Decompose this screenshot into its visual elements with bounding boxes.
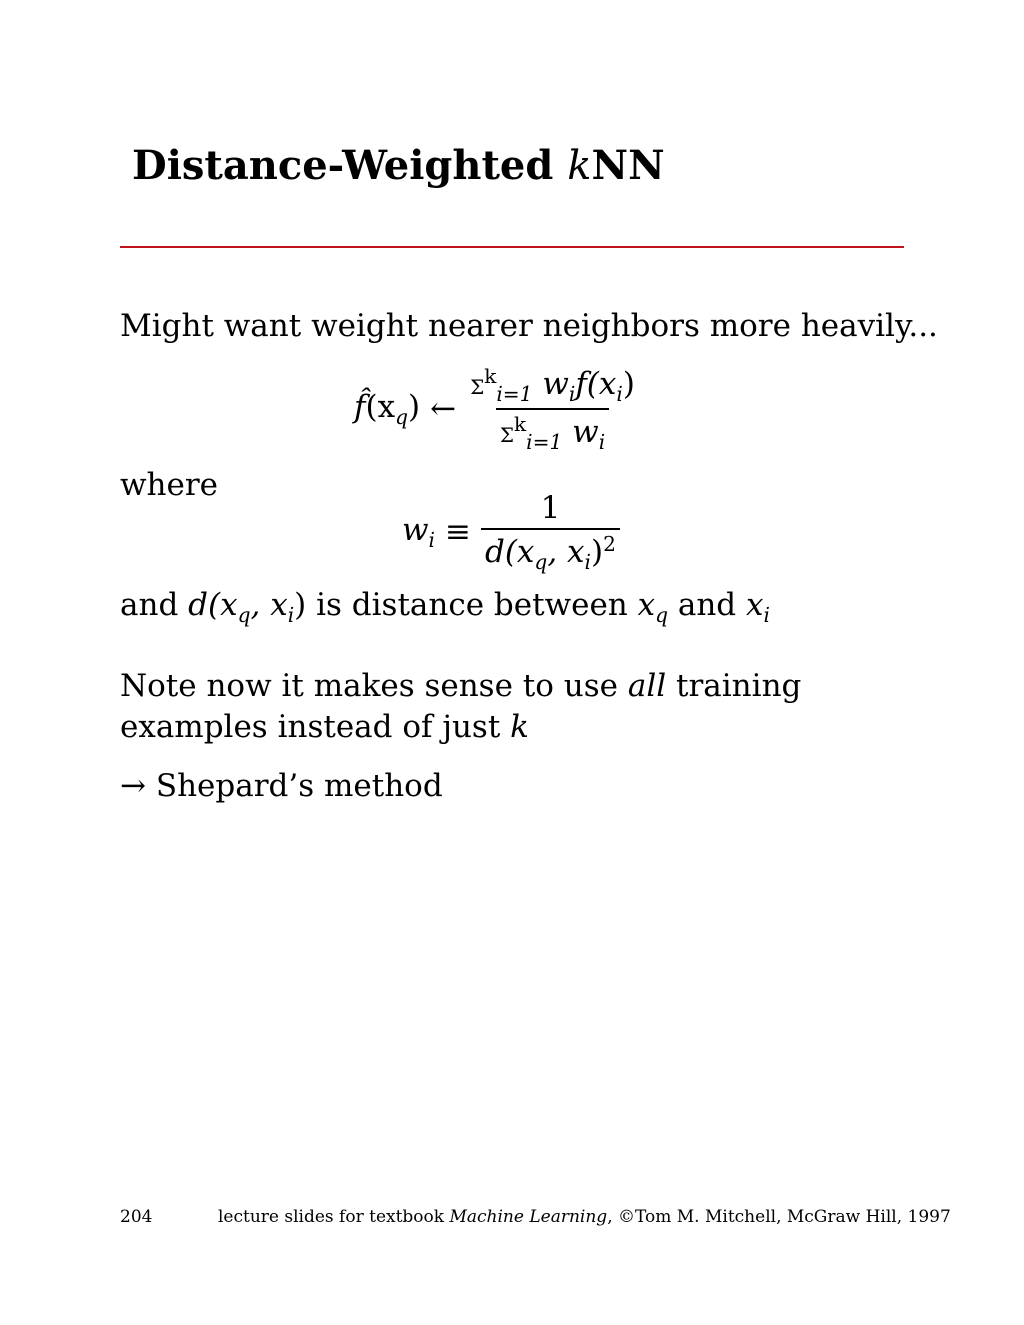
title-divider <box>120 246 904 248</box>
right-arrow-icon: → <box>120 768 146 804</box>
eq1-denominator: $\Sigma^k_{i=1}$ $w_i$ <box>496 408 609 454</box>
where-text: where <box>120 467 219 503</box>
note-text-line2: examples instead of just k <box>120 709 529 745</box>
weight-definition-equation <box>402 490 620 574</box>
intro-text: Might want weight nearer neighbors more heavily... <box>120 308 938 344</box>
title-k: k <box>567 143 592 189</box>
distance-definition-text: and $d(x_q$, $x_i$) is distance between $x_q$ and $x_i$ <box>120 587 770 628</box>
weighted-estimate-equation <box>354 364 639 454</box>
eq1-numerator: $\Sigma^k_{i=1}$ $w_if(x_i)$ <box>470 364 635 407</box>
eq1-lhs: $f̂(x_q)$ <box>354 389 421 430</box>
title-suffix: NN <box>591 142 665 189</box>
eq1-fraction <box>466 364 639 454</box>
note-text-line1: Note now it makes sense to use all training <box>120 668 802 704</box>
title-prefix: Distance-Weighted <box>132 142 568 189</box>
eq2-lhs: $w_i$ <box>402 512 435 553</box>
eq2-denominator: $d(x_q$, $x_i)^2$ <box>481 528 620 574</box>
slide-title <box>132 142 665 189</box>
eq2-equiv: ≡ <box>445 514 471 551</box>
eq2-fraction <box>481 490 620 574</box>
eq1-arrow: ← <box>430 391 457 428</box>
shepard-method-text: → Shepard’s method <box>120 768 443 804</box>
page-number: 204 <box>120 1207 153 1227</box>
footer-credit: lecture slides for textbook Machine Learning, ©Tom M. Mitchell, McGraw Hill, 1997 <box>218 1207 951 1227</box>
eq2-numerator: 1 <box>540 490 561 526</box>
